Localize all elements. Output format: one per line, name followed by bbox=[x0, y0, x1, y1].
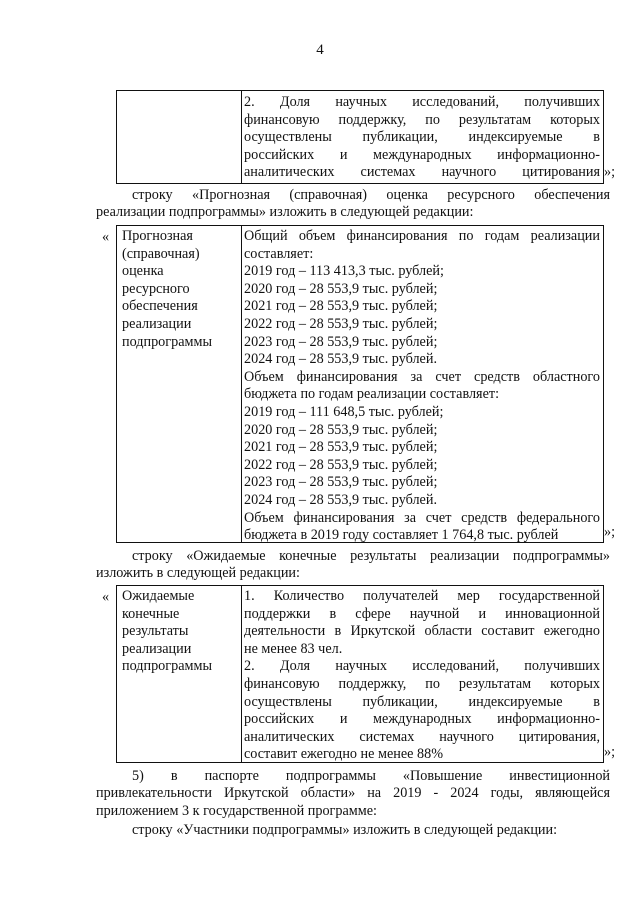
text-line: результаты bbox=[122, 623, 189, 640]
text-line: строку «Участники подпрограммы» изложить в следующей редакции: bbox=[132, 822, 558, 838]
table-divider bbox=[241, 586, 242, 762]
text-line: аналитических системах научного цитирования bbox=[244, 164, 600, 181]
text-line: российских и международных информационно- bbox=[244, 146, 600, 163]
text-line: 2019 год – 113 413,3 тыс. рублей; bbox=[244, 263, 444, 280]
text-line: изложить в следующей редакции: bbox=[96, 565, 300, 582]
text-line: 2019 год – 111 648,5 тыс. рублей; bbox=[244, 403, 444, 420]
text-line: обеспечения bbox=[122, 298, 198, 315]
table1-right-cell bbox=[244, 94, 600, 182]
text-line: не менее 83 чел. bbox=[244, 640, 343, 657]
text-line: привлекательности Иркутской области» на 2019 - 2024 годы, являющейся bbox=[96, 785, 610, 802]
text-line: реализации подпрограммы» изложить в следующей редакции: bbox=[96, 204, 474, 221]
text-line: 2023 год – 28 553,9 тыс. рублей; bbox=[244, 333, 438, 350]
text-line: реализации bbox=[122, 315, 192, 332]
text-line: 2020 год – 28 553,9 тыс. рублей; bbox=[244, 280, 438, 297]
table-divider bbox=[241, 91, 242, 183]
text-line: 2021 год – 28 553,9 тыс. рублей; bbox=[244, 439, 438, 456]
text-line: осуществлены публикации, индексируемые в bbox=[244, 693, 600, 710]
text-line: 2022 год – 28 553,9 тыс. рублей; bbox=[244, 456, 438, 473]
text-line: 2022 год – 28 553,9 тыс. рублей; bbox=[244, 315, 438, 332]
text-line: 2023 год – 28 553,9 тыс. рублей; bbox=[244, 474, 438, 491]
text-line: финансовую поддержку, по результатам которых bbox=[244, 675, 600, 692]
table-divider bbox=[241, 226, 242, 542]
text-line: 2. Доля научных исследований, получивших bbox=[244, 658, 600, 675]
text-line: деятельности в Иркутской области составит ежегодно bbox=[244, 623, 600, 640]
text-line: Объем финансирования за счет средств федерального bbox=[244, 509, 600, 526]
text-line: 2. Доля научных исследований, получивших bbox=[244, 94, 600, 110]
text-line: строку «Ожидаемые конечные результаты реализации подпрограммы» bbox=[132, 548, 610, 564]
text-line: бюджета по годам реализации составляет: bbox=[244, 386, 500, 403]
text-line: 2021 год – 28 553,9 тыс. рублей; bbox=[244, 298, 438, 315]
text-line: ресурсного bbox=[122, 280, 190, 297]
text-line: приложением 3 к государственной программе: bbox=[96, 802, 377, 819]
open-quote: « bbox=[102, 229, 110, 245]
text-line: бюджета в 2019 году составляет 1 764,8 тыс. рублей bbox=[244, 527, 559, 544]
close-quote: »; bbox=[604, 744, 616, 760]
text-line: (справочная) bbox=[122, 245, 200, 262]
table2-left-cell bbox=[122, 228, 212, 351]
page-number: 4 bbox=[316, 42, 324, 58]
close-quote: »; bbox=[604, 524, 616, 540]
text-line: 2020 год – 28 553,9 тыс. рублей; bbox=[244, 421, 438, 438]
text-line: оценка bbox=[122, 263, 164, 280]
text-line: 5) в паспорте подпрограммы «Повышение инвестиционной bbox=[132, 768, 610, 784]
text-line: Общий объем финансирования по годам реализации bbox=[244, 228, 600, 244]
paragraph-passport-item bbox=[96, 768, 610, 820]
text-line: конечные bbox=[122, 605, 180, 622]
text-line: Прогнозная bbox=[122, 228, 193, 244]
text-line: осуществлены публикации, индексируемые в bbox=[244, 129, 600, 146]
text-line: финансовую поддержку, по результатам которых bbox=[244, 111, 600, 128]
text-line: реализации bbox=[122, 640, 192, 657]
text-line: 2024 год – 28 553,9 тыс. рублей. bbox=[244, 351, 437, 368]
text-line: Ожидаемые bbox=[122, 588, 195, 604]
text-line: поддержки в сфере научной и инновационной bbox=[244, 605, 600, 622]
paragraph-instruction-4 bbox=[96, 822, 610, 839]
paragraph-instruction-1 bbox=[96, 187, 610, 222]
text-line: 2024 год – 28 553,9 тыс. рублей. bbox=[244, 491, 437, 508]
paragraph-instruction-2 bbox=[96, 548, 610, 583]
close-quote: »; bbox=[604, 164, 616, 180]
text-line: строку «Прогнозная (справочная) оценка ресурсного обеспечения bbox=[132, 187, 610, 203]
text-line: 1. Количество получателей мер государственной bbox=[244, 588, 600, 604]
text-line: составит ежегодно не менее 88% bbox=[244, 746, 444, 763]
table3-right-cell bbox=[244, 588, 600, 764]
text-line: российских и международных информационно- bbox=[244, 711, 600, 728]
text-line: Объем финансирования за счет средств областного bbox=[244, 368, 600, 385]
open-quote: « bbox=[102, 589, 110, 605]
text-line: подпрограммы bbox=[122, 658, 212, 675]
table2-right-cell bbox=[244, 228, 600, 545]
text-line: аналитических системах научного цитирования, bbox=[244, 728, 600, 745]
text-line: составляет: bbox=[244, 245, 314, 262]
table3-left-cell bbox=[122, 588, 212, 676]
text-line: подпрограммы bbox=[122, 333, 212, 350]
